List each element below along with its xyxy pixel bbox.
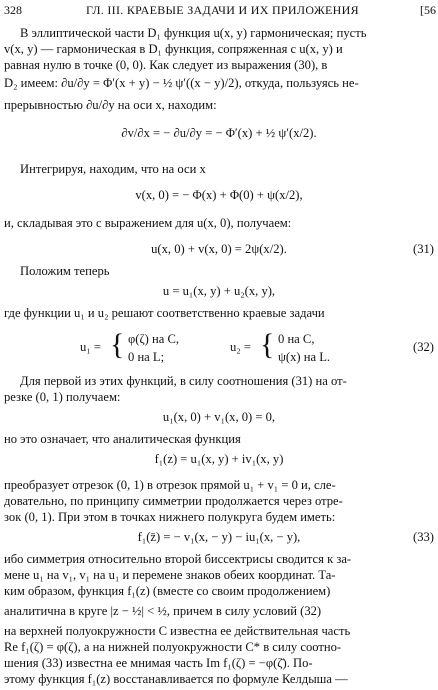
text-line: ибо симметрия относительно второй биссектрисы сводится к за- xyxy=(4,552,352,566)
text-line: резке (0, 1) получаем: xyxy=(4,390,121,404)
page-number: 328 xyxy=(4,3,22,17)
system-u1-label: u₁ = xyxy=(80,340,101,354)
equation: u₁(x, 0) + v₁(x, 0) = 0, xyxy=(162,410,276,424)
text-line: D₂ имеем: ∂u/∂y = Φ′(x + y) − ½ ψ′((x − y)/2), откуда, пользуясь не- xyxy=(4,76,359,90)
text-line: этому функция f₁(z) восстанавливается по формуле Келдыша — xyxy=(4,672,348,686)
system-row: 0 на C, xyxy=(278,332,315,346)
equation-number: (32) xyxy=(413,340,434,354)
equation: v(x, 0) = − Φ(x) + Φ(0) + ψ(x/2), xyxy=(135,188,303,202)
running-header xyxy=(0,2,438,20)
equation: u(x, 0) + v(x, 0) = 2ψ(x/2). xyxy=(151,242,287,256)
text-line: Интегрируя, находим, что на оси x xyxy=(20,162,206,176)
running-title: ГЛ. III. КРАЕВЫЕ ЗАДАЧИ И ИХ ПРИЛОЖЕНИЯ xyxy=(86,3,359,17)
text-line: v(x, y) — гармоническая в D₁ функция, сопряженная с u(x, y) и xyxy=(4,42,343,56)
text-line: прерывностью ∂u/∂y на оси x, находим: xyxy=(4,98,217,112)
text-line: ким образом, функция f₁(z) (вместе со своим продолжением) xyxy=(4,584,331,598)
equation: u = u₁(x, y) + u₂(x, y), xyxy=(162,284,276,298)
equation: ∂v/∂x = − ∂u/∂y = − Φ′(x) + ½ ψ′(x/2). xyxy=(121,126,317,140)
text-line: мене u₁ на v₁, v₁ на u₁ и перемене знаков обеих координат. Та- xyxy=(4,568,336,582)
text-line: равная нулю в точке (0, 0). Как следует из выражения (30), в xyxy=(4,58,328,72)
equation-number: (31) xyxy=(413,242,434,256)
equation: f₁(z) = u₁(x, y) + iv₁(x, y) xyxy=(154,452,284,466)
text-line: где функции u₁ и u₂ решают соответственно краевые задачи xyxy=(4,306,325,320)
text-line: довательно, по принципу симметрии продолжается через отре- xyxy=(4,494,343,508)
brace: { xyxy=(110,328,125,361)
text-line: и, складывая это с выражением для u(x, 0), получаем: xyxy=(4,216,292,230)
system-u2-label: u₂ = xyxy=(230,340,251,354)
text-line: но это означает, что аналитическая функция xyxy=(4,432,241,446)
brace: { xyxy=(260,328,275,361)
text-line: на верхней полуокружности C известна ее действительная часть xyxy=(4,624,351,638)
text-line: шения (33) известна ее мнимая часть Im f₁(ζ) = −φ(ζ̄). По- xyxy=(4,656,313,670)
boundary-system xyxy=(80,330,400,370)
text-line: зок (0, 1). При этом в точках нижнего полукруга будем иметь: xyxy=(4,510,336,524)
system-row: 0 на L; xyxy=(128,350,165,364)
equation-number: (33) xyxy=(413,530,434,544)
text-line: аналитична в круге |z − ½| < ½, причем в силу условий (32) xyxy=(4,604,322,618)
text-line: Положим теперь xyxy=(20,264,110,278)
system-row: φ(ζ) на C, xyxy=(128,332,180,346)
text-line: преобразует отрезок (0, 1) в отрезок прямой u₁ + v₁ = 0 и, сле- xyxy=(4,478,336,492)
text-line: Re f₁(ζ) = φ(ζ), а на нижней полуокружности C* в силу соотно- xyxy=(4,640,342,654)
text-line: В эллиптической части D₁ функция u(x, y) гармоническая; пусть xyxy=(20,26,367,40)
section-number: [56 xyxy=(420,3,436,17)
text-line: Для первой из этих функций, в силу соотношения (31) на от- xyxy=(20,374,347,388)
equation: f₁(z̄) = − v₁(x, − y) − iu₁(x, − y), xyxy=(137,530,301,544)
system-row: ψ(x) на L. xyxy=(278,350,331,364)
